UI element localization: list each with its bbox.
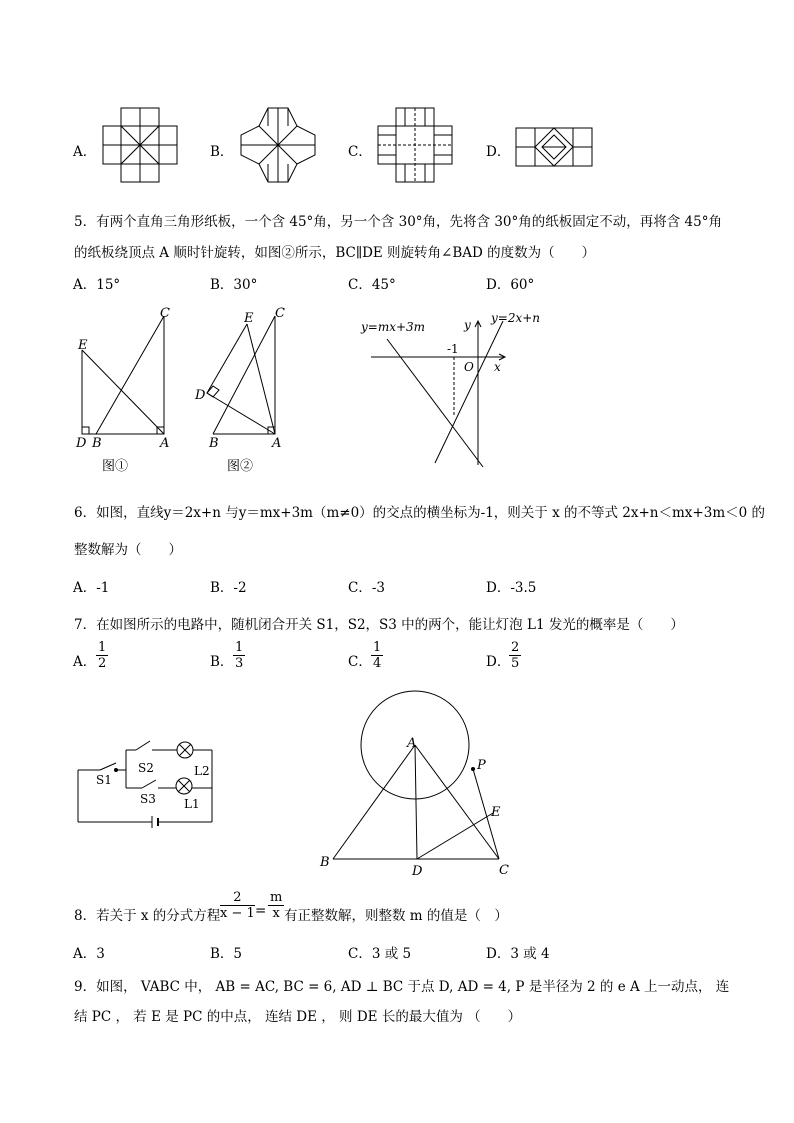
fig9-label-b: B — [320, 855, 330, 870]
circuit-label-s2: S2 — [138, 761, 154, 775]
q9-text-line1: 9．如图， VABC 中， AB = AC, BC = 6, AD ⊥ BC 于点 D, AD = 4, P 是半径为 2 的 e A 上一动点， 连 — [74, 979, 730, 995]
q4-option-b-label: B． — [210, 144, 234, 160]
q8-fraction-right-den: x — [272, 906, 280, 921]
q8-fraction-right-num: m — [270, 890, 283, 905]
fig2-caption: 图② — [227, 459, 254, 474]
q4-option-c-label: C． — [348, 144, 372, 160]
fig1-label-c: C — [160, 306, 170, 321]
q5-figure-2 — [195, 300, 305, 480]
q9-text-line2: 结 PC ， 若 E 是 PC 的中点， 连结 DE ， 则 DE 长的最大值为 （ ） — [74, 1009, 522, 1025]
q4-figure-c — [377, 107, 453, 183]
fig9-label-a: A — [407, 736, 417, 751]
q8-option-a: A．3 — [73, 946, 105, 962]
q7-text-line1: 7．在如图所示的电路中，随机闭合开关 S1，S2，S3 中的两个，能让灯泡 L1 发光的概率是（ ） — [74, 617, 684, 633]
q7-option-d-den: 5 — [511, 656, 520, 671]
q8-option-c: C．3 或 5 — [348, 946, 412, 962]
graph-x-axis-label: x — [494, 360, 501, 374]
fig9-label-c: C — [499, 863, 509, 878]
q6-option-d: D．-3.5 — [486, 580, 537, 596]
circuit-label-l2: L2 — [194, 764, 210, 778]
q7-option-a-fraction — [96, 640, 108, 671]
fig1-label-e: E — [78, 338, 88, 353]
q7-option-c-prefix: C． — [348, 654, 372, 670]
q5-option-b: B．30° — [210, 277, 258, 293]
fig9-label-p: P — [477, 758, 486, 773]
q7-option-b-num: 1 — [235, 640, 244, 655]
q8-fraction-left-den: x − 1 — [220, 906, 255, 921]
graph-y-axis-label: y — [464, 318, 471, 332]
q7-option-b-fraction — [233, 640, 245, 671]
circuit-label-s3: S3 — [140, 792, 156, 806]
q5-text-line2: 的纸板绕顶点 A 顺时针旋转，如图②所示，BC∥DE 则旋转角∠BAD 的度数为（ ） — [74, 245, 596, 261]
q7-option-c-fraction — [371, 640, 383, 671]
q7-option-d-num: 2 — [511, 640, 520, 655]
circuit-label-l1: L1 — [184, 797, 200, 811]
fig9-label-d: D — [412, 864, 423, 879]
q8-fraction-left-num: 2 — [220, 890, 255, 906]
q7-option-a-num: 1 — [98, 640, 107, 655]
q8-option-b: B．5 — [210, 946, 243, 962]
fig1-caption: 图① — [102, 459, 129, 474]
q8-fraction-right — [268, 890, 284, 921]
q7-option-d-fraction — [509, 640, 521, 671]
q5-option-d: D．60° — [486, 277, 535, 293]
fig1-label-b: B — [92, 436, 102, 451]
circuit-label-s1: S1 — [96, 773, 112, 787]
q5-figure-1 — [70, 300, 180, 480]
graph-line-label-2: y=2x+n — [491, 311, 541, 325]
fig9-label-e: E — [491, 805, 501, 820]
q7-option-c-num: 1 — [373, 640, 382, 655]
fig2-label-b: B — [209, 436, 219, 451]
graph-line-label-1: y=mx+3m — [361, 320, 426, 334]
q6-text-line2: 整数解为（ ） — [74, 542, 182, 558]
q6-option-b: B．-2 — [210, 580, 247, 596]
q7-option-b-prefix: B． — [210, 654, 234, 670]
q6-coordinate-graph — [355, 305, 541, 470]
q7-circuit-diagram — [70, 730, 220, 835]
q8-equals: = — [255, 903, 267, 919]
fig1-label-a: A — [160, 436, 170, 451]
q4-figure-d — [515, 127, 593, 169]
q4-option-a-label: A． — [73, 144, 97, 160]
graph-origin-label: O — [464, 360, 474, 374]
graph-tick-minus-1: -1 — [447, 342, 459, 356]
q9-geometry-figure — [315, 685, 525, 880]
fig2-label-c: C — [275, 306, 285, 321]
q4-figure-a — [102, 107, 178, 183]
q6-option-a: A．-1 — [73, 580, 110, 596]
q5-option-a: A．15° — [73, 277, 121, 293]
q6-text-line1: 6．如图，直线y＝2x+n 与y＝mx+3m（m≠0）的交点的横坐标为-1，则关于 x 的不等式 2x+n＜mx+3m＜0 的 — [74, 505, 766, 521]
q8-option-d: D．3 或 4 — [486, 946, 550, 962]
fig2-label-a: A — [272, 436, 282, 451]
q4-option-d-label: D． — [486, 144, 511, 160]
q5-option-c: C．45° — [348, 277, 396, 293]
q4-figure-b — [240, 107, 316, 183]
q7-option-a-prefix: A． — [73, 654, 97, 670]
fig2-label-d: D — [195, 388, 206, 403]
q8-text-prefix: 8．若关于 x 的分式方程 — [74, 908, 221, 924]
q7-option-d-prefix: D． — [486, 654, 511, 670]
q7-option-a-den: 2 — [98, 656, 107, 671]
q8-text-suffix: 有正整数解，则整数 m 的值是（ ） — [284, 908, 508, 924]
q7-option-b-den: 3 — [235, 656, 244, 671]
q5-text-line1: 5．有两个直角三角形纸板，一个含 45°角，另一个含 30°角，先将含 30°角的纸板固定不动，再将含 45°角 — [74, 214, 722, 230]
fig1-label-d: D — [76, 436, 87, 451]
q7-option-c-den: 4 — [373, 656, 382, 671]
fig2-label-e: E — [244, 311, 254, 326]
q6-option-c: C．-3 — [348, 580, 385, 596]
q8-fraction-left — [220, 890, 255, 921]
